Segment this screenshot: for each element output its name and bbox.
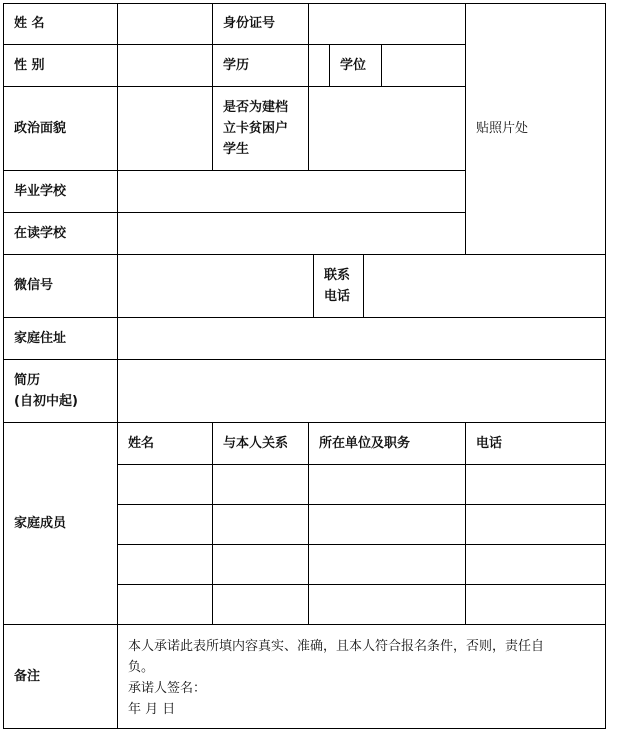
label-remarks: 备注 — [14, 669, 41, 684]
hline — [3, 728, 605, 729]
hline — [3, 170, 466, 171]
label-resume-line1: 简历 — [14, 373, 41, 388]
vline — [363, 254, 364, 318]
label-poor-student-line2: 立卡贫困户 — [223, 121, 289, 136]
hline — [118, 504, 605, 505]
vline — [212, 3, 213, 171]
label-id-number: 身份证号 — [223, 16, 276, 31]
label-contact-phone-line2: 电话 — [324, 289, 351, 304]
hline — [3, 44, 466, 45]
hline — [3, 254, 605, 255]
remarks-line2: 负。 — [128, 660, 155, 675]
remarks-date: 年 月 日 — [128, 702, 176, 717]
label-family-members: 家庭成员 — [14, 516, 67, 531]
hline — [3, 422, 605, 423]
label-current-school: 在读学校 — [14, 226, 67, 241]
label-resume-line2: (自初中起) — [14, 394, 78, 409]
vline — [465, 3, 466, 255]
label-graduate-school: 毕业学校 — [14, 184, 67, 199]
label-education: 学历 — [223, 58, 250, 73]
vline — [117, 3, 118, 729]
hline — [118, 584, 605, 585]
vline — [308, 3, 309, 171]
family-header-employer: 所在单位及职务 — [319, 436, 411, 451]
label-political-status: 政治面貌 — [14, 121, 67, 136]
vline — [212, 422, 213, 625]
hline — [3, 624, 605, 625]
hline — [3, 212, 466, 213]
family-header-phone: 电话 — [476, 436, 503, 451]
remarks-signature: 承诺人签名： — [128, 681, 207, 696]
hline — [3, 359, 605, 360]
hline — [3, 3, 605, 4]
label-degree: 学位 — [340, 58, 367, 73]
hline — [118, 464, 605, 465]
family-header-relation: 与本人关系 — [223, 436, 289, 451]
vline — [465, 422, 466, 625]
vline — [329, 44, 330, 87]
vline — [313, 254, 314, 318]
hline — [3, 86, 466, 87]
photo-placeholder: 贴照片处 — [476, 121, 529, 136]
label-name: 姓 名 — [14, 16, 45, 31]
label-poor-student-line1: 是否为建档 — [223, 100, 289, 115]
vline — [3, 3, 4, 729]
hline — [118, 544, 605, 545]
label-contact-phone-line1: 联系 — [324, 268, 351, 283]
family-header-name: 姓名 — [128, 436, 155, 451]
label-poor-student-line3: 学生 — [223, 142, 250, 157]
vline — [381, 44, 382, 87]
remarks-text — [128, 636, 588, 720]
label-gender: 性 别 — [14, 58, 45, 73]
label-wechat: 微信号 — [14, 278, 54, 293]
remarks-line1: 本人承诺此表所填内容真实、准确，且本人符合报名条件，否则，责任自 — [128, 639, 545, 654]
label-home-address: 家庭住址 — [14, 331, 67, 346]
vline — [308, 422, 309, 625]
hline — [3, 317, 605, 318]
vline — [605, 3, 606, 729]
